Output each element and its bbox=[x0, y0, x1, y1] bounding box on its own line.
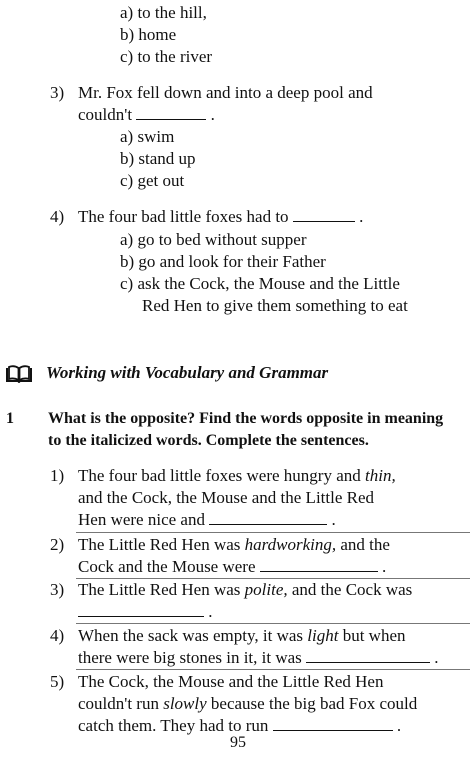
divider bbox=[76, 669, 470, 670]
item5-line2 bbox=[78, 693, 417, 715]
q2-option-a: a) to the hill, bbox=[120, 3, 207, 22]
q4-end: . bbox=[359, 207, 364, 226]
item5-text-a: couldn't run bbox=[78, 694, 164, 713]
q3-line2-text: couldn't bbox=[78, 105, 133, 124]
item1-line2: and the Cock, the Mouse and the Little Red bbox=[78, 488, 375, 507]
exercise-number: 1 bbox=[6, 410, 14, 427]
page-number: 95 bbox=[230, 734, 246, 751]
item4-text-b: but when bbox=[338, 626, 406, 645]
item5-text-b: because the big bad Fox could bbox=[206, 694, 418, 713]
exercise-instruction-line1: What is the opposite? Find the words opposite in meaning bbox=[48, 410, 444, 427]
item4-answer-blank[interactable] bbox=[306, 648, 430, 663]
q4-option-b: b) go and look for their Father bbox=[120, 252, 326, 271]
item1-line3 bbox=[78, 509, 336, 531]
q4-option-a: a) go to bed without supper bbox=[120, 230, 307, 249]
item1-number: 1) bbox=[50, 466, 65, 485]
item5-end: . bbox=[396, 716, 402, 735]
item2-italic-word: hardworking, bbox=[244, 535, 337, 554]
item3-end: . bbox=[208, 602, 213, 621]
q4-line1-text: The four bad little foxes had to bbox=[78, 207, 289, 226]
q4-number: 4) bbox=[50, 207, 65, 226]
item3-answer-blank[interactable] bbox=[78, 602, 204, 617]
q3-option-b: b) stand up bbox=[120, 149, 196, 168]
item3-line1 bbox=[78, 579, 412, 601]
section-heading: Working with Vocabulary and Grammar bbox=[46, 363, 329, 382]
item2-line2 bbox=[78, 556, 386, 578]
divider bbox=[76, 532, 470, 533]
q3-number: 3) bbox=[50, 83, 65, 102]
book-icon bbox=[6, 365, 32, 383]
q3-answer-blank[interactable] bbox=[136, 105, 206, 120]
item5-answer-blank[interactable] bbox=[273, 716, 393, 731]
item3-italic-word: polite, bbox=[244, 580, 288, 599]
divider bbox=[76, 623, 470, 624]
item2-number: 2) bbox=[50, 535, 65, 554]
item4-line2-text: there were big stones in it, it was bbox=[78, 648, 302, 667]
item1-line1 bbox=[78, 465, 396, 487]
q4-answer-blank[interactable] bbox=[293, 207, 355, 222]
item3-text-a: The Little Red Hen was bbox=[78, 580, 245, 599]
item4-end: . bbox=[434, 648, 439, 667]
item1-answer-blank[interactable] bbox=[209, 510, 327, 525]
item2-line1 bbox=[78, 534, 390, 556]
q3-end: . bbox=[210, 105, 215, 124]
item4-line1 bbox=[78, 625, 406, 647]
item2-line2-text: Cock and the Mouse were bbox=[78, 557, 256, 576]
exercise-instruction-line2: to the italicized words. Complete the sentences. bbox=[48, 432, 369, 449]
item2-answer-blank[interactable] bbox=[260, 557, 378, 572]
item4-text-a: When the sack was empty, it was bbox=[78, 626, 308, 645]
item5-line1: The Cock, the Mouse and the Little Red Hen bbox=[78, 672, 384, 691]
item1-italic-word: thin, bbox=[365, 466, 396, 485]
item4-line2 bbox=[78, 647, 439, 669]
item5-number: 5) bbox=[50, 672, 65, 691]
item1-end: . bbox=[331, 510, 336, 529]
q3-line2 bbox=[78, 104, 215, 126]
item3-number: 3) bbox=[50, 580, 65, 599]
q3-line1: Mr. Fox fell down and into a deep pool and bbox=[78, 83, 373, 102]
item5-italic-word: slowly bbox=[163, 694, 207, 713]
item1-line3-text: Hen were nice and bbox=[78, 510, 205, 529]
item4-number: 4) bbox=[50, 626, 65, 645]
q2-option-c: c) to the river bbox=[120, 47, 213, 66]
item3-line2 bbox=[78, 601, 213, 623]
item2-text-b: and the bbox=[336, 535, 390, 554]
q3-option-c: c) get out bbox=[120, 171, 185, 190]
item3-text-b: and the Cock was bbox=[287, 580, 413, 599]
q3-option-a: a) swim bbox=[120, 127, 175, 146]
item2-text-a: The Little Red Hen was bbox=[78, 535, 245, 554]
item5-line3-text: catch them. They had to run bbox=[78, 716, 269, 735]
item2-end: . bbox=[382, 557, 387, 576]
item1-text-a: The four bad little foxes were hungry and bbox=[78, 466, 366, 485]
q4-option-c: c) ask the Cock, the Mouse and the Little bbox=[120, 274, 400, 293]
item4-italic-word: light bbox=[307, 626, 339, 645]
q4-option-c-continued: Red Hen to give them something to eat bbox=[142, 296, 408, 315]
q2-option-b: b) home bbox=[120, 25, 177, 44]
q4-line1 bbox=[78, 206, 363, 228]
